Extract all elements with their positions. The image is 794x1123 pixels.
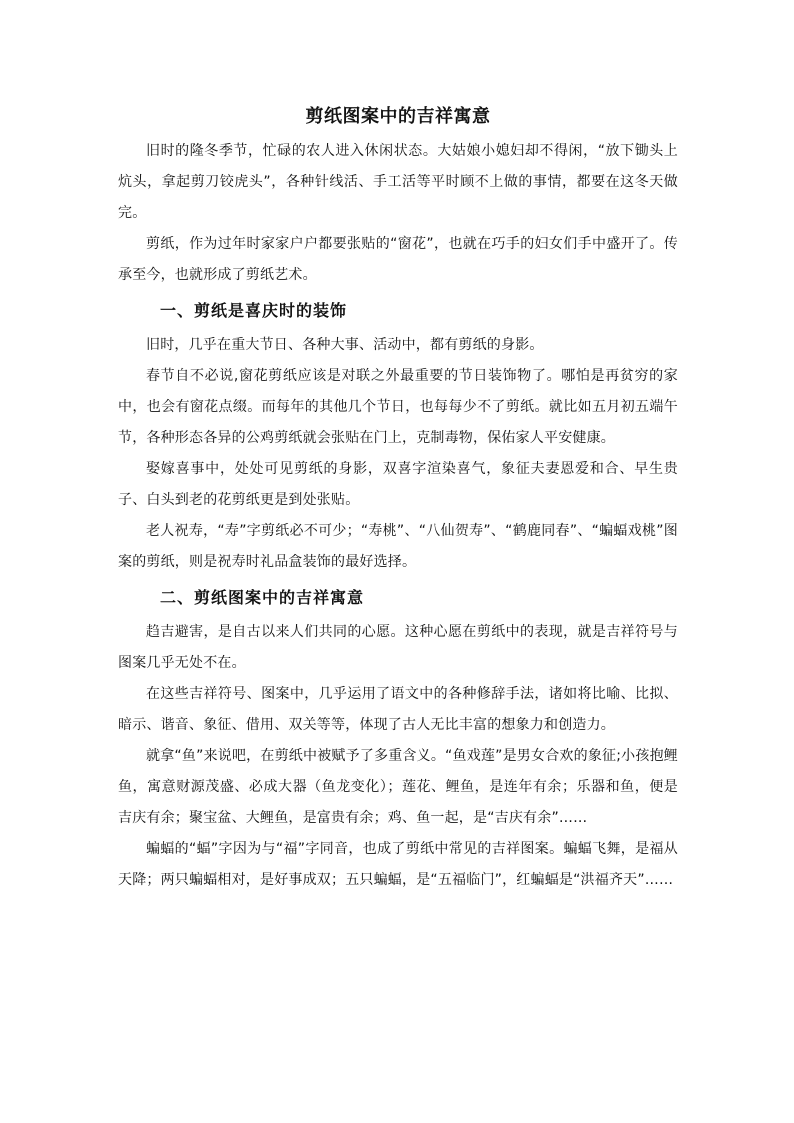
intro-paragraph: 旧时的隆冬季节，忙碌的农人进入休闲状态。大姑娘小媳妇却不得闲，“放下锄头上炕头，拿起剪刀铰虎头”，各种针线活、手工活等平时顾不上做的事情，都要在这冬天做完。 <box>118 143 678 221</box>
section-heading: 一、剪纸是喜庆时的装饰 <box>160 301 348 320</box>
section-paragraph: 春节自不必说,窗花剪纸应该是对联之外最重要的节日装饰物了。哪怕是再贫穷的家中，也会有窗花点缀。而每年的其他几个节日，也每每少不了剪纸。就比如五月初五端午节，各种形态各异的公鸡剪纸就会张贴在门上，克制毒物，保佑家人平安健康。 <box>118 368 678 446</box>
section-heading: 二、剪纸图案中的吉祥寓意 <box>160 588 365 607</box>
section-paragraph: 就拿“鱼”来说吧，在剪纸中被赋予了多重含义。“鱼戏莲”是男女合欢的象征;小孩抱鲤鱼，寓意财源茂盛、必成大器（鱼龙变化）；莲花、鲤鱼，是连年有余；乐器和鱼，便是吉庆有余；聚宝盆、大鲤鱼，是富贵有余；鸡、鱼一起，是“吉庆有余”…… <box>118 748 678 826</box>
section-paragraph: 老人祝寿，“寿”字剪纸必不可少；“寿桃”、“八仙贺寿”、“鹤鹿同春”、“蝙蝠戏桃”图案的剪纸，则是祝寿时礼品盒装饰的最好选择。 <box>118 523 678 570</box>
document-page <box>118 96 678 896</box>
section-paragraph: 趋吉避害，是自古以来人们共同的心愿。这种心愿在剪纸中的表现，就是吉祥符号与图案几乎无处不在。 <box>118 624 678 671</box>
section-paragraph: 娶嫁喜事中，处处可见剪纸的身影，双喜字渲染喜气，象征夫妻恩爱和合、早生贵子、白头到老的花剪纸更是到处张贴。 <box>118 461 678 508</box>
section-paragraph: 蝙蝠的“蝠”字因为与“福”字同音，也成了剪纸中常见的吉祥图案。蝙蝠飞舞，是福从天降；两只蝙蝠相对，是好事成双；五只蝙蝠，是“五福临门”，红蝙蝠是“洪福齐天”…… <box>118 841 678 888</box>
section-paragraph: 旧时，几乎在重大节日、各种大事、活动中，都有剪纸的身影。 <box>146 337 544 353</box>
section-paragraph: 在这些吉祥符号、图案中，几乎运用了语文中的各种修辞手法，诸如将比喻、比拟、暗示、谐音、象征、借用、双关等等，体现了古人无比丰富的想象力和创造力。 <box>118 686 678 733</box>
document-title: 剪纸图案中的吉祥寓意 <box>305 106 491 127</box>
intro-paragraph: 剪纸，作为过年时家家户户都要张贴的“窗花”，也就在巧手的妇女们手中盛开了。传承至今，也就形成了剪纸艺术。 <box>118 236 678 283</box>
